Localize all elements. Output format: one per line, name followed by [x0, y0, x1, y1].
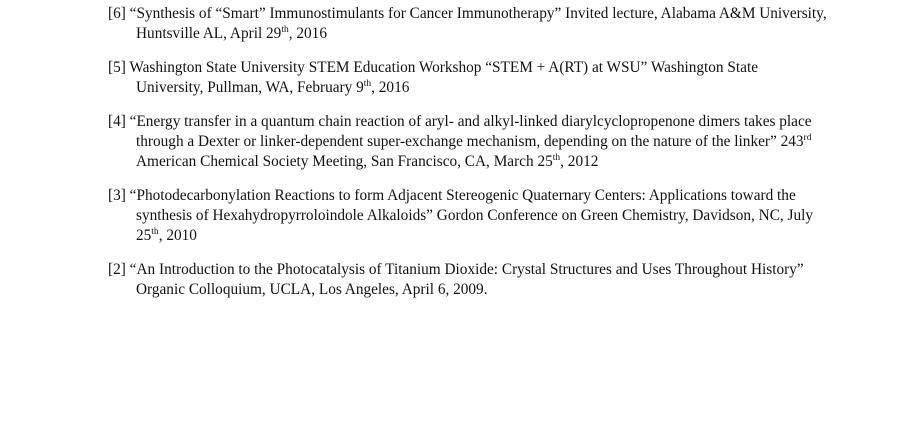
ordinal-suffix: rd	[803, 133, 812, 143]
reference-text: , 2016	[288, 25, 327, 42]
reference-text: , 2010	[158, 227, 197, 244]
reference-number: [2]	[108, 261, 126, 278]
reference-item	[108, 4, 828, 44]
reference-number: [5]	[108, 59, 126, 76]
reference-item	[108, 58, 828, 98]
reference-number: [4]	[108, 113, 126, 130]
reference-text: , 2016	[371, 79, 410, 96]
reference-number: [6]	[108, 5, 126, 22]
ordinal-suffix: th	[151, 227, 159, 237]
reference-list	[108, 4, 828, 314]
reference-text: American Chemical Society Meeting, San Francisco, CA, March 25	[136, 153, 553, 170]
reference-item	[108, 260, 828, 300]
ordinal-suffix: th	[552, 153, 561, 163]
reference-text: “Energy transfer in a quantum chain reaction of aryl- and alkyl-linked diarylcyclopropenone dimers takes place through a Dexter or linker-dependent super-exchange mechanism, depending on the nature of the linker” 243	[129, 113, 812, 150]
reference-text: “An Introduction to the Photocatalysis of Titanium Dioxide: Crystal Structures and Uses Throughout History” Organic Colloquium, UCLA, Los Angeles, April 6, 2009.	[129, 261, 804, 298]
reference-item	[108, 186, 828, 246]
reference-number: [3]	[108, 187, 126, 204]
reference-text: “Synthesis of “Smart” Immunostimulants for Cancer Immunotherapy” Invited lecture, Alabama A&M University, Huntsville AL, April 29	[129, 5, 827, 42]
ordinal-suffix: th	[281, 25, 289, 35]
reference-item	[108, 112, 828, 172]
reference-text: , 2012	[560, 153, 599, 170]
reference-text: “Photodecarbonylation Reactions to form Adjacent Stereogenic Quaternary Centers: Applications toward the synthesis of Hexahydropyrroloindole Alkaloids” Gordon Conference on Green Chemistry, Davidson, NC, July 25	[129, 187, 814, 244]
ordinal-suffix: th	[363, 79, 372, 89]
reference-text: Washington State University STEM Education Workshop “STEM + A(RT) at WSU” Washington State University, Pullman, WA, February 9	[129, 59, 758, 96]
